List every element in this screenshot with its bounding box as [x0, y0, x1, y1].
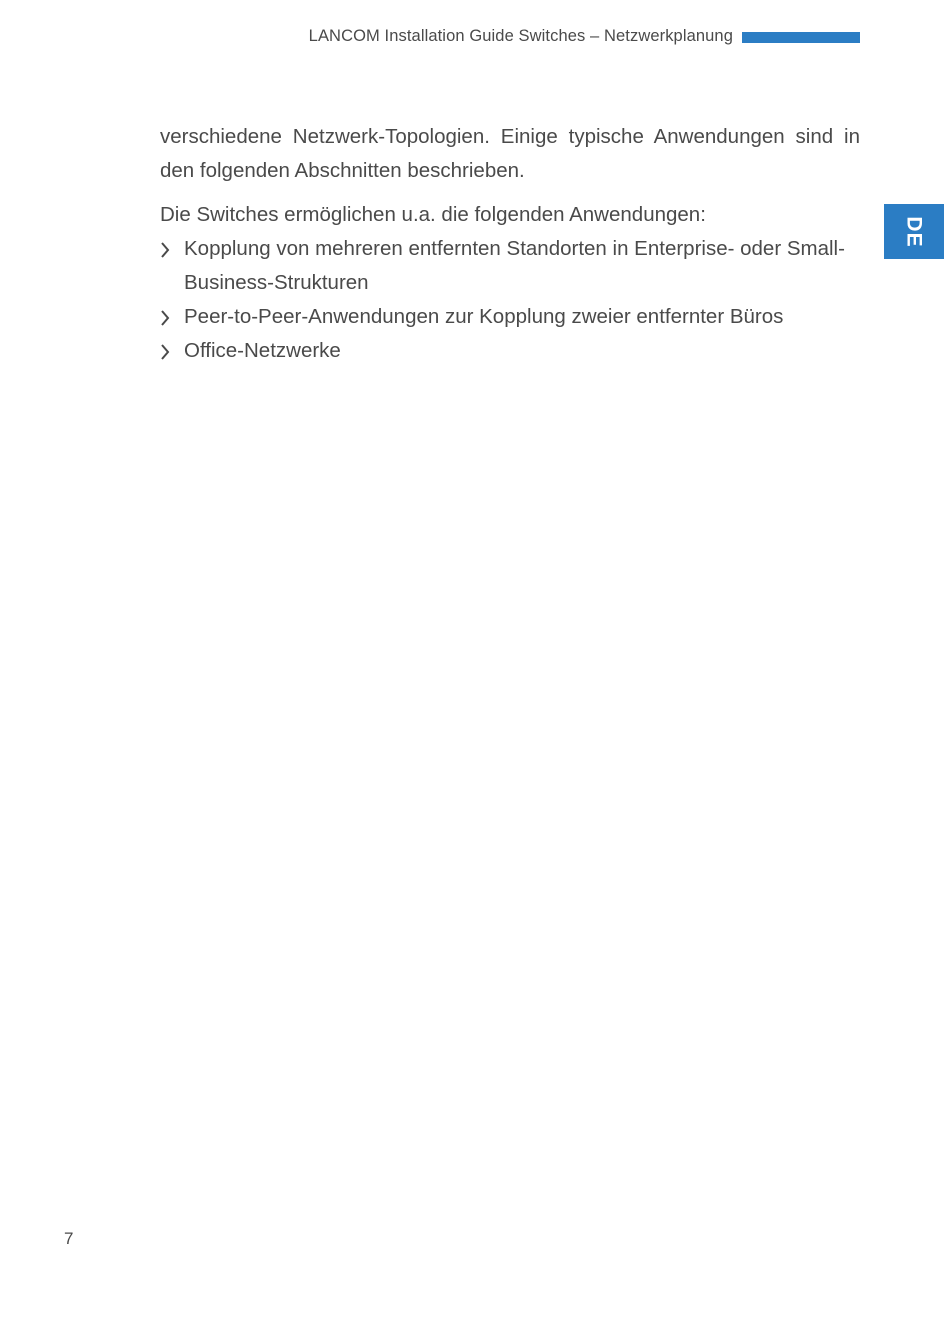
language-tab	[884, 204, 944, 259]
chevron-right-icon	[160, 334, 172, 368]
applications-intro: Die Switches ermöglichen u.a. die folgenden Anwendungen:	[160, 203, 706, 226]
list-item	[160, 232, 860, 300]
list-item	[160, 334, 860, 368]
chevron-right-icon	[160, 232, 172, 266]
main-content	[160, 120, 860, 368]
header-accent-bar	[742, 32, 860, 43]
chevron-right-icon	[160, 300, 172, 334]
list-item	[160, 300, 860, 334]
language-tab-label: DE	[903, 215, 926, 248]
list-item-text: Kopplung von mehreren entfernten Standorten in Enterprise- oder Small-Business-Strukturen	[184, 237, 845, 294]
page-number: 7	[64, 1229, 74, 1248]
intro-paragraph: verschiedene Netzwerk-Topologien. Einige typische Anwendungen sind in den folgenden Abschnitten beschrieben.	[160, 125, 860, 182]
header-title: LANCOM Installation Guide Switches – Netzwerkplanung	[308, 27, 733, 45]
list-item-text: Peer-to-Peer-Anwendungen zur Kopplung zweier entfernter Büros	[184, 305, 784, 328]
list-item-text: Office-Netzwerke	[184, 339, 341, 362]
applications-list	[160, 232, 860, 368]
